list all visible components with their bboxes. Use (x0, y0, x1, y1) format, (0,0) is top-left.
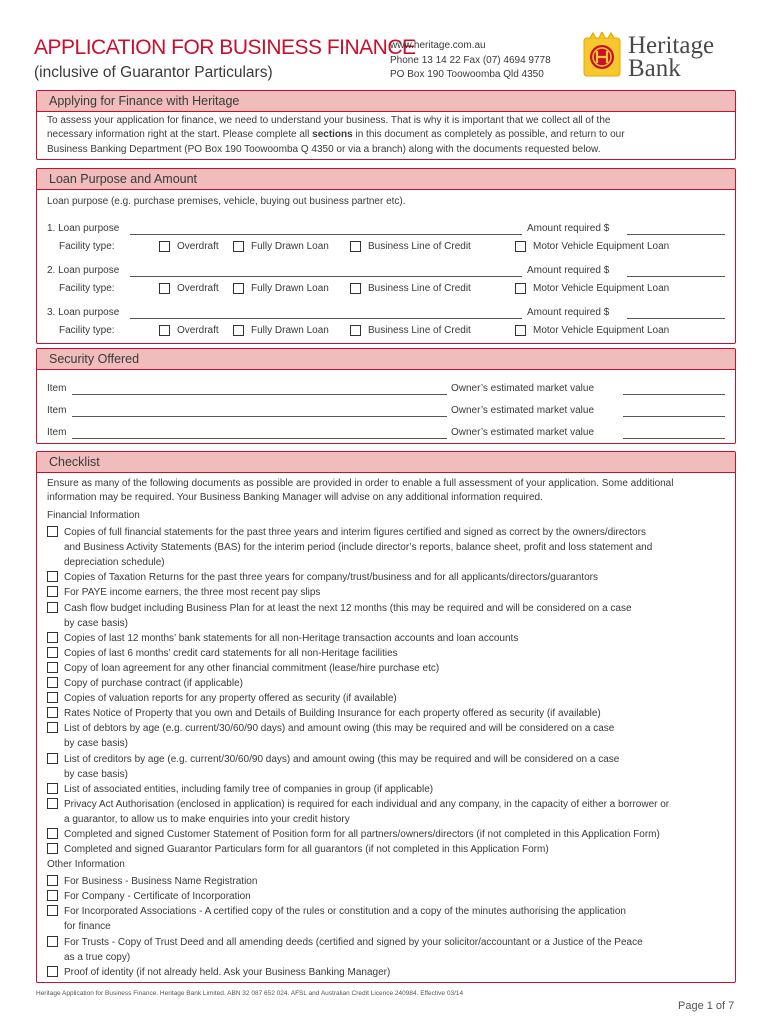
financial-doc-text: a guarantor, to allow us to make enquiries into your credit history (64, 813, 350, 825)
security-section (36, 348, 736, 444)
intro-section (36, 90, 736, 160)
amount-label-3: Amount required $ (527, 307, 610, 318)
financial-doc-checkbox[interactable] (47, 662, 58, 673)
financial-doc-item (47, 570, 724, 585)
financial-doc-item (47, 646, 724, 661)
financial-doc-text: Rates Notice of Property that you own and Details of Building Insurance for each property offered as security (if available) (64, 708, 601, 720)
financial-doc-item (47, 782, 724, 797)
financial-doc-text: Completed and signed Customer Statement of Position form for all partners/owners/directors (if not completed in this Application Form) (64, 829, 660, 840)
page-number: Page 1 of 7 (678, 1000, 735, 1012)
logo-text-bank: Bank (628, 55, 681, 82)
loan-purpose-field-3[interactable] (130, 318, 522, 319)
facility-label-1: Facility type: (59, 241, 115, 252)
financial-doc-item (47, 827, 724, 842)
website-link[interactable]: www.heritage.com.au (390, 40, 486, 51)
market-value-label-1: Owner’s estimated market value (451, 383, 595, 394)
postal-address: PO Box 190 Toowoomba Qld 4350 (390, 69, 544, 80)
financial-doc-checkbox[interactable] (47, 526, 58, 537)
fully-drawn-label-1: Fully Drawn Loan (251, 241, 329, 252)
financial-doc-checkbox[interactable] (47, 828, 58, 839)
security-item-field-3[interactable] (72, 438, 447, 439)
amount-field-2[interactable] (627, 276, 725, 277)
financial-doc-item (47, 797, 724, 827)
financial-doc-text: by case basis) (64, 617, 128, 629)
other-doc-checkbox[interactable] (47, 890, 58, 901)
financial-doc-checkbox[interactable] (47, 843, 58, 854)
financial-doc-item (47, 661, 724, 676)
line-of-credit-label-1: Business Line of Credit (368, 241, 471, 252)
financial-doc-text: by case basis) (64, 768, 128, 780)
motor-vehicle-label-2: Motor Vehicle Equipment Loan (533, 283, 670, 294)
overdraft-label-3: Overdraft (177, 325, 219, 336)
motor-vehicle-label-1: Motor Vehicle Equipment Loan (533, 241, 670, 252)
motor-vehicle-checkbox-3[interactable] (515, 325, 526, 336)
other-doc-item (47, 935, 724, 965)
security-item-label-1: Item (47, 383, 67, 394)
financial-doc-text: and Business Activity Statements (BAS) for the interim period (include director’s reports, balance sheet, profit and loss statement and (64, 542, 653, 554)
security-item-field-1[interactable] (72, 394, 447, 395)
financial-doc-text: Cash flow budget including Business Plan for at least the next 12 months (this may be required and will be considered on a case (64, 602, 632, 614)
financial-doc-checkbox[interactable] (47, 783, 58, 794)
security-item-field-2[interactable] (72, 416, 447, 417)
financial-doc-item (47, 525, 724, 570)
line-of-credit-checkbox-1[interactable] (350, 241, 361, 252)
financial-doc-text: Completed and signed Guarantor Particulars form for all guarantors (if not completed in this Application Form) (64, 844, 549, 856)
financial-doc-checkbox[interactable] (47, 586, 58, 597)
financial-doc-text: For PAYE income earners, the three most recent pay slips (64, 587, 321, 599)
motor-vehicle-label-3: Motor Vehicle Equipment Loan (533, 325, 670, 336)
facility-label-3: Facility type: (59, 325, 115, 336)
overdraft-checkbox-2[interactable] (159, 283, 170, 294)
line-of-credit-checkbox-2[interactable] (350, 283, 361, 294)
financial-doc-checkbox[interactable] (47, 647, 58, 658)
overdraft-label-1: Overdraft (177, 241, 219, 252)
financial-doc-text: Copies of Taxation Returns for the past three years for company/trust/business and for all applicants/directors/guarantors (64, 572, 598, 584)
other-doc-item (47, 904, 724, 934)
motor-vehicle-checkbox-1[interactable] (515, 241, 526, 252)
crest-icon (580, 32, 624, 80)
financial-doc-checkbox[interactable] (47, 677, 58, 688)
intro-line-3: Business Banking Department (PO Box 190 Toowoomba Q 4350 or via a branch) along with the documents requested below. (47, 144, 601, 155)
motor-vehicle-checkbox-2[interactable] (515, 283, 526, 294)
other-doc-text: For Business - Business Name Registration (64, 876, 258, 888)
financial-doc-item (47, 752, 724, 782)
overdraft-checkbox-3[interactable] (159, 325, 170, 336)
other-doc-text: Proof of identity (if not already held. Ask your Business Banking Manager) (64, 966, 391, 978)
financial-doc-checkbox[interactable] (47, 707, 58, 718)
amount-field-1[interactable] (627, 234, 725, 235)
financial-doc-checkbox[interactable] (47, 602, 58, 613)
loan-purpose-label-2: 2. Loan purpose (47, 265, 120, 276)
financial-doc-text: by case basis) (64, 738, 128, 750)
fully-drawn-checkbox-3[interactable] (233, 325, 244, 336)
document-subtitle: (inclusive of Guarantor Particulars) (34, 64, 273, 81)
market-value-label-3: Owner’s estimated market value (451, 427, 595, 438)
financial-doc-item (47, 721, 724, 751)
security-item-label-2: Item (47, 405, 67, 416)
financial-doc-text: Copies of full financial statements for the past three years and interim figures certified and signed as correct by the owners/directors (64, 527, 646, 538)
loan-heading: Loan Purpose and Amount (37, 169, 735, 190)
loan-purpose-field-1[interactable] (130, 234, 522, 235)
line-of-credit-checkbox-3[interactable] (350, 325, 361, 336)
financial-doc-item (47, 706, 724, 721)
intro-line-2: necessary information right at the start. Please complete all sections in this document as completely as possible, and return to our (47, 129, 625, 140)
other-doc-text: For Company - Certificate of Incorporation (64, 891, 251, 903)
financial-doc-checkbox[interactable] (47, 722, 58, 733)
amount-label-1: Amount required $ (527, 223, 610, 234)
financial-doc-checkbox[interactable] (47, 692, 58, 703)
financial-doc-checkbox[interactable] (47, 632, 58, 643)
financial-doc-checkbox[interactable] (47, 753, 58, 764)
financial-doc-checkbox[interactable] (47, 798, 58, 809)
loan-section (36, 168, 736, 344)
market-value-field-3[interactable] (623, 438, 725, 439)
other-doc-checkbox[interactable] (47, 905, 58, 916)
financial-doc-text: depreciation schedule) (64, 557, 165, 569)
loan-purpose-label-3: 3. Loan purpose (47, 307, 120, 318)
security-heading: Security Offered (37, 349, 735, 370)
financial-doc-item (47, 842, 724, 857)
intro-heading: Applying for Finance with Heritage (37, 91, 735, 112)
financial-doc-item (47, 601, 724, 631)
line-of-credit-label-3: Business Line of Credit (368, 325, 471, 336)
document-title: APPLICATION FOR BUSINESS FINANCE (34, 36, 416, 59)
other-doc-checkbox[interactable] (47, 966, 58, 977)
other-doc-text: as a true copy) (64, 951, 131, 963)
line-of-credit-label-2: Business Line of Credit (368, 283, 471, 294)
financial-doc-text: Copies of last 12 months’ bank statements for all non-Heritage transaction accounts and loan accounts (64, 632, 519, 644)
financial-information-heading: Financial Information (47, 510, 140, 521)
financial-doc-text: Copies of last 6 months’ credit card statements for all non-Heritage facilities (64, 647, 398, 659)
overdraft-label-2: Overdraft (177, 283, 219, 294)
other-doc-text: For Incorporated Associations - A certified copy of the rules or constitution and a copy of the minutes authorising the application (64, 906, 626, 918)
financial-doc-item (47, 585, 724, 600)
checklist-heading: Checklist (37, 452, 735, 473)
intro-line-1: To assess your application for finance, we need to understand your business. That is why it is important that we collect all of the (47, 115, 611, 126)
loan-purpose-label-1: 1. Loan purpose (47, 223, 120, 234)
amount-label-2: Amount required $ (527, 265, 610, 276)
other-information-heading: Other Information (47, 859, 125, 871)
loan-purpose-field-2[interactable] (130, 276, 522, 277)
market-value-label-2: Owner’s estimated market value (451, 405, 595, 416)
fully-drawn-checkbox-1[interactable] (233, 241, 244, 252)
checklist-intro-1: Ensure as many of the following documents as possible are provided in order to enable a full assessment of your application. Some additional (47, 478, 674, 489)
other-doc-item (47, 965, 724, 980)
other-doc-checkbox[interactable] (47, 875, 58, 886)
fully-drawn-label-3: Fully Drawn Loan (251, 325, 329, 336)
financial-doc-item (47, 691, 724, 706)
market-value-field-1[interactable] (623, 394, 725, 395)
security-item-label-3: Item (47, 427, 67, 438)
loan-description: Loan purpose (e.g. purchase premises, vehicle, buying out business partner etc). (47, 196, 406, 207)
financial-doc-item (47, 676, 724, 691)
financial-doc-text: List of debtors by age (e.g. current/30/60/90 days) and amount owing (this may be required and will be considered on a case (64, 723, 615, 735)
checklist-intro-2: information may be required. Your Business Banking Manager will advise on any additional information required. (47, 492, 543, 503)
footer-legal-text: Heritage Application for Business Finance. Heritage Bank Limited. ABN 32 087 652 024. AFSL and Australian Credit Licence 240984. Effective 03/14 (36, 990, 464, 997)
other-doc-checkbox[interactable] (47, 936, 58, 947)
other-doc-text: For Trusts - Copy of Trust Deed and all amending deeds (certified and signed by your solicitor/accountant or a Justice of the Peace (64, 936, 643, 948)
overdraft-checkbox-1[interactable] (159, 241, 170, 252)
logo-text-heritage: Heritage (628, 32, 715, 59)
financial-doc-text: Copy of loan agreement for any other financial commitment (lease/hire purchase etc) (64, 662, 440, 674)
amount-field-3[interactable] (627, 318, 725, 319)
fully-drawn-checkbox-2[interactable] (233, 283, 244, 294)
other-doc-item (47, 889, 724, 904)
market-value-field-2[interactable] (623, 416, 725, 417)
checklist-section (36, 451, 736, 983)
financial-doc-text: List of associated entities, including family tree of companies in group (if applicable) (64, 783, 434, 795)
financial-doc-checkbox[interactable] (47, 571, 58, 582)
fully-drawn-label-2: Fully Drawn Loan (251, 283, 329, 294)
financial-doc-item (47, 631, 724, 646)
phone-fax: Phone 13 14 22 Fax (07) 4694 9778 (390, 55, 551, 66)
financial-doc-text: Copy of purchase contract (if applicable) (64, 678, 243, 689)
other-doc-text: for finance (64, 921, 111, 933)
other-doc-item (47, 874, 724, 889)
financial-doc-text: Copies of valuation reports for any property offered as security (if available) (64, 693, 397, 705)
financial-doc-text: Privacy Act Authorisation (enclosed in application) is required for each individual and any company, in the capacity of either a borrower or (64, 798, 670, 810)
financial-doc-text: List of creditors by age (e.g. current/30/60/90 days) and amount owing (this may be required and will be considered on a case (64, 753, 620, 765)
heritage-bank-logo (580, 30, 740, 82)
facility-label-2: Facility type: (59, 283, 115, 294)
